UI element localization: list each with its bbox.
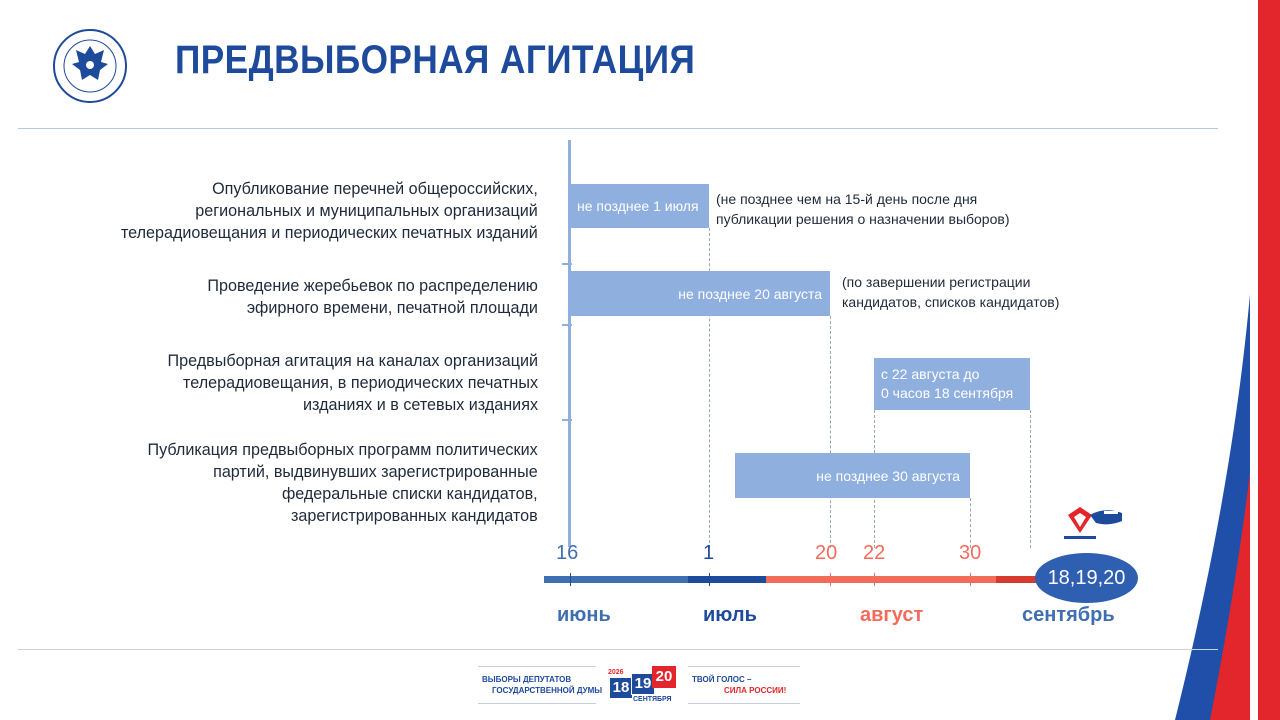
footer-day19: 19: [631, 673, 655, 695]
month-label-september: сентябрь: [1022, 604, 1115, 626]
footer-right-box: [688, 666, 800, 704]
footer-month: СЕНТЯБРЯ: [633, 696, 672, 703]
day-label-1: 1: [703, 542, 715, 564]
footer-day18: 18: [610, 678, 632, 698]
timeline-tick: [709, 573, 710, 586]
guide-line-sep18: [1030, 410, 1031, 548]
footer-divider: [18, 649, 1218, 650]
cik-emblem: [52, 28, 128, 104]
bar-task-3: [874, 358, 1030, 410]
row-separator-tick: [562, 263, 572, 265]
flag-red-stripe: [1258, 0, 1280, 720]
bar-task-3-label-line2: 0 часов 18 сентября: [881, 385, 1014, 401]
footer-left-line2: ГОСУДАРСТВЕННОЙ ДУМЫ: [492, 686, 603, 695]
footer-left-line1: ВЫБОРЫ ДЕПУТАТОВ: [482, 675, 572, 684]
guide-line-aug30: [970, 498, 971, 548]
eagle-icon: [52, 28, 128, 104]
month-label-june: июнь: [557, 604, 611, 626]
timeline-june: [544, 576, 688, 583]
bar-task-2-label: не позднее 20 августа: [678, 285, 822, 302]
month-label-august: август: [860, 604, 924, 626]
footer-logo: [478, 663, 800, 707]
header-divider: [18, 128, 1218, 129]
footer-year: 2026: [608, 669, 624, 676]
timeline-tick: [970, 573, 971, 586]
timeline-july: [688, 576, 766, 583]
task-label-1: Опубликование перечней общероссийских, региональных и муниципальных организаций телерадиовещания и периодических печатных изданий: [121, 179, 539, 242]
timeline-tick: [830, 573, 831, 586]
row-separator-tick: [562, 419, 572, 421]
footer-right-line1: ТВОЙ ГОЛОС –: [692, 675, 752, 684]
task-label-2: Проведение жеребьевок по распределению эфирного времени, печатной площади: [207, 276, 539, 317]
bar-task-1-label: не позднее 1 июля: [577, 198, 699, 214]
bar-task-4: [735, 453, 970, 498]
guide-line-aug20: [830, 316, 831, 548]
row-separator-tick: [562, 324, 572, 326]
footer-right-line2: СИЛА РОССИИ!: [724, 686, 787, 695]
note-task-1: (не позднее чем на 15-й день после дня публикации решения о назначении выборов): [716, 191, 1010, 227]
bar-task-1: [571, 184, 709, 228]
election-dates-badge: 18,19,20: [1035, 553, 1138, 603]
day-label-20: 20: [815, 542, 838, 564]
note-task-2: (по завершении регистрации кандидатов, списков кандидатов): [842, 274, 1060, 310]
ballot-icon: [1060, 503, 1126, 543]
flag-white-stripe: [1250, 0, 1258, 720]
bar-task-4-label: не позднее 30 августа: [816, 467, 960, 484]
bar-task-3-label-line1: с 22 августа до: [881, 366, 980, 382]
timeline-tick: [874, 573, 875, 586]
day-label-16: 16: [556, 542, 579, 564]
page-title: ПРЕДВЫБОРНАЯ АГИТАЦИЯ: [175, 38, 696, 82]
month-label-july: июль: [703, 604, 757, 626]
timeline-september: [996, 576, 1036, 583]
task-label-4: Публикация предвыборных программ политических партий, выдвинувших зарегистрированные федеральные списки кандидатов, зарегистрированных кандидатов: [147, 440, 538, 525]
footer-day20: 20: [652, 666, 676, 688]
day-label-22: 22: [863, 542, 886, 564]
bar-task-2: [571, 271, 830, 316]
timeline-august: [766, 576, 996, 583]
footer-left-box: [478, 666, 596, 704]
timeline-tick: [570, 573, 571, 586]
day-label-30: 30: [959, 542, 982, 564]
task-label-3: Предвыборная агитация на каналах организаций телерадиовещания, в периодических печатных изданиях и в сетевых изданиях: [167, 351, 538, 414]
